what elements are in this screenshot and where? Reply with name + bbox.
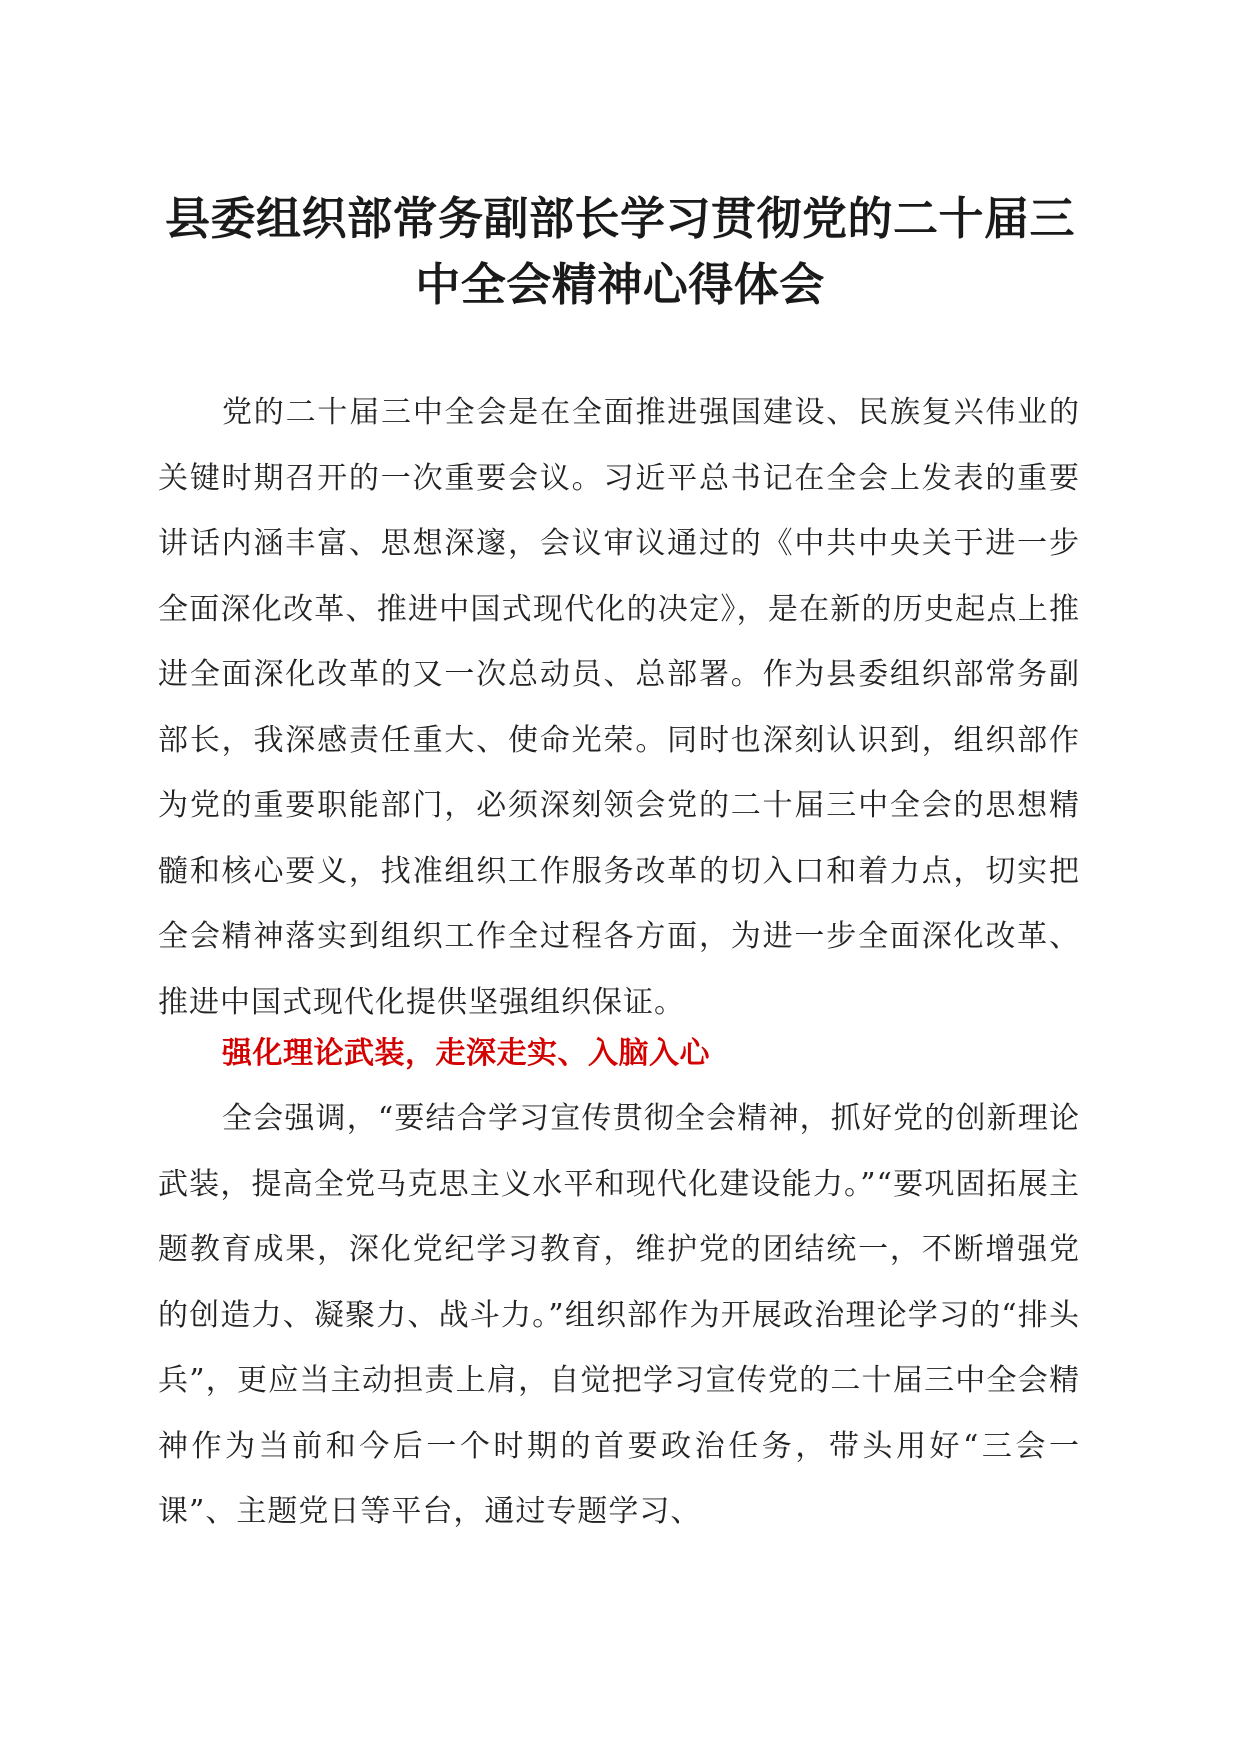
document-title: 县委组织部常务副部长学习贯彻党的二十届三中全会精神心得体会: [164, 192, 1075, 311]
section-paragraph: 全会强调，“要结合学习宣传贯彻全会精神，抓好党的创新理论武装，提高全党马克思主义水平和现代化建设能力。”“要巩固拓展主题教育成果，深化党纪学习教育，维护党的团结统一，不断增强党的创造力、凝聚力、战斗力。”组织部作为开展政治理论学习的“排头兵”，更应当主动担责上肩，自觉把学习宣传党的二十届三中全会精神作为当前和今后一个时期的首要政治任务，带头用好“三会一课”、主题党日等平台，通过专题学习、: [158, 1101, 1080, 1529]
section-heading: 强化理论武装，走深走实、入脑入心: [222, 1036, 710, 1071]
intro-paragraph: 党的二十届三中全会是在全面推进强国建设、民族复兴伟业的关键时期召开的一次重要会议。习近平总书记在全会上发表的重要讲话内涵丰富、思想深邃，会议审议通过的《中共中央关于进一步全面深化改革、推进中国式现代化的决定》，是在新的历史起点上推进全面深化改革的又一次总动员、总部署。作为县委组织部常务副部长，我深感责任重大、使命光荣。同时也深刻认识到，组织部作为党的重要职能部门，必须深刻领会党的二十届三中全会的思想精髓和核心要义，找准组织工作服务改革的切入口和着力点，切实把全会精神落实到组织工作全过程各方面，为进一步全面深化改革、推进中国式现代化提供坚强组织保证。: [158, 395, 1080, 1020]
